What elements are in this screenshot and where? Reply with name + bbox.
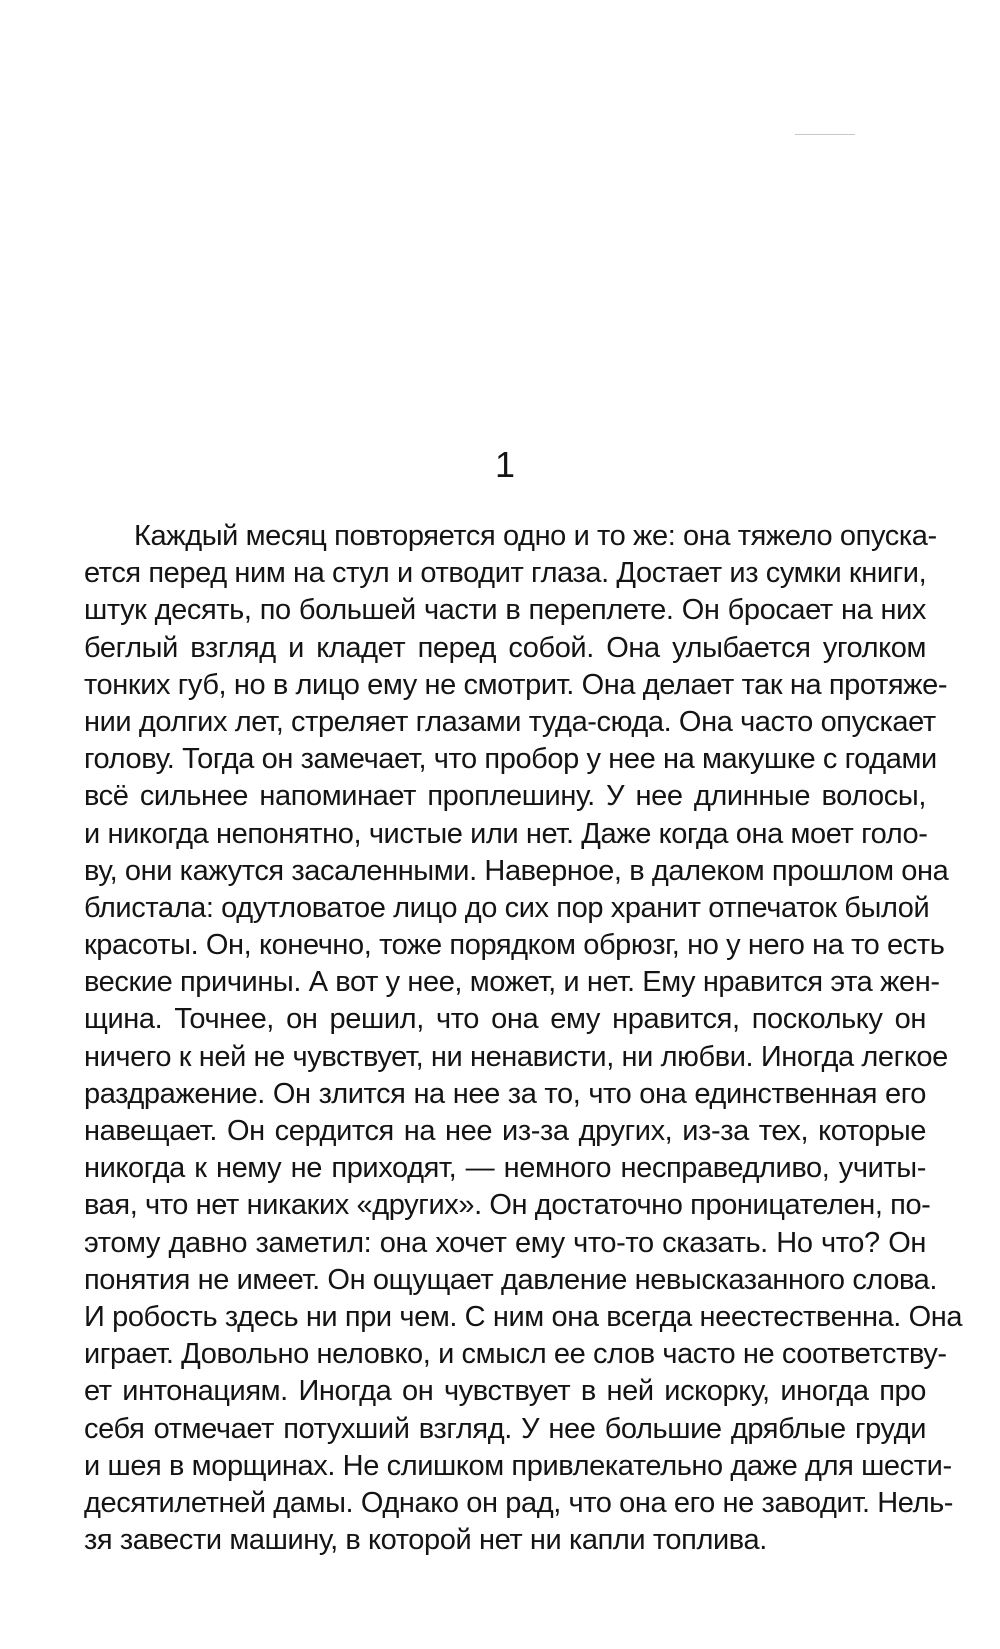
text-line: ется перед ним на стул и отводит глаза. Достает из сумки книги, [84, 557, 927, 590]
text-line: и никогда непонятно, чистые или нет. Даже когда она моет голо- [84, 817, 928, 850]
text-line: голову. Тогда он замечает, что пробор у нее на макушке с годами [84, 743, 937, 776]
text-line: себя отмечает потухший взгляд. У нее большие дряблые груди [84, 1412, 926, 1445]
text-line: нии долгих лет, стреляет глазами туда-сюда. Она часто опускает [84, 705, 936, 738]
text-line: всё сильнее напоминает проплешину. У нее длинные волосы, [84, 780, 926, 813]
text-line: никогда к нему не приходят, — немного несправедливо, учиты- [84, 1152, 926, 1185]
text-line: блистала: одутловатое лицо до сих пор хранит отпечаток былой [84, 891, 930, 924]
chapter-text [84, 518, 963, 1559]
text-line: зя завести машину, в которой нет ни капли топлива. [84, 1524, 767, 1557]
text-line: тонких губ, но в лицо ему не смотрит. Она делает так на протяже- [84, 668, 948, 701]
text-line: навещает. Он сердится на нее из-за других, из-за тех, которые [84, 1115, 926, 1147]
text-line: вая, что нет никаких «других». Он достаточно проницателен, по- [84, 1189, 931, 1222]
text-line: ву, они кажутся засаленными. Наверное, в далеком прошлом она [84, 854, 949, 887]
text-line: И робость здесь ни при чем. С ним она всегда неестественна. Она [84, 1300, 963, 1333]
text-line: раздражение. Он злится на нее за то, что она единственная его [84, 1077, 926, 1110]
chapter-number: 1 [494, 444, 516, 485]
text-line: ет интонациям. Иногда он чувствует в ней искорку, иногда про [84, 1375, 926, 1408]
scan-speck [795, 134, 855, 135]
text-line: десятилетней дамы. Однако он рад, что она его не заводит. Нель- [84, 1486, 954, 1519]
text-line: беглый взгляд и кладет перед собой. Она улыбается уголком [84, 631, 926, 664]
text-line: веские причины. А вот у нее, может, и нет. Ему нравится эта жен- [84, 966, 940, 999]
text-line: Каждый месяц повторяется одно и то же: она тяжело опуска- [134, 520, 937, 552]
text-line: ничего к ней не чувствует, ни ненависти, ни любви. Иногда легкое [84, 1040, 948, 1073]
text-line: понятия не имеет. Он ощущает давление невысказанного слова. [84, 1263, 938, 1296]
text-line: и шея в морщинах. Не слишком привлекательно даже для шести- [84, 1449, 952, 1482]
text-line: штук десять, по большей части в переплете. Он бросает на них [84, 594, 926, 627]
text-line: играет. Довольно неловко, и смысл ее слов часто не соответству- [84, 1338, 947, 1371]
text-line: этому давно заметил: она хочет ему что-то сказать. Но что? Он [84, 1226, 926, 1259]
text-line: красоты. Он, конечно, тоже порядком обрюзг, но у него на то есть [84, 929, 945, 962]
text-line: щина. Точнее, он решил, что она ему нравится, поскольку он [84, 1003, 926, 1036]
